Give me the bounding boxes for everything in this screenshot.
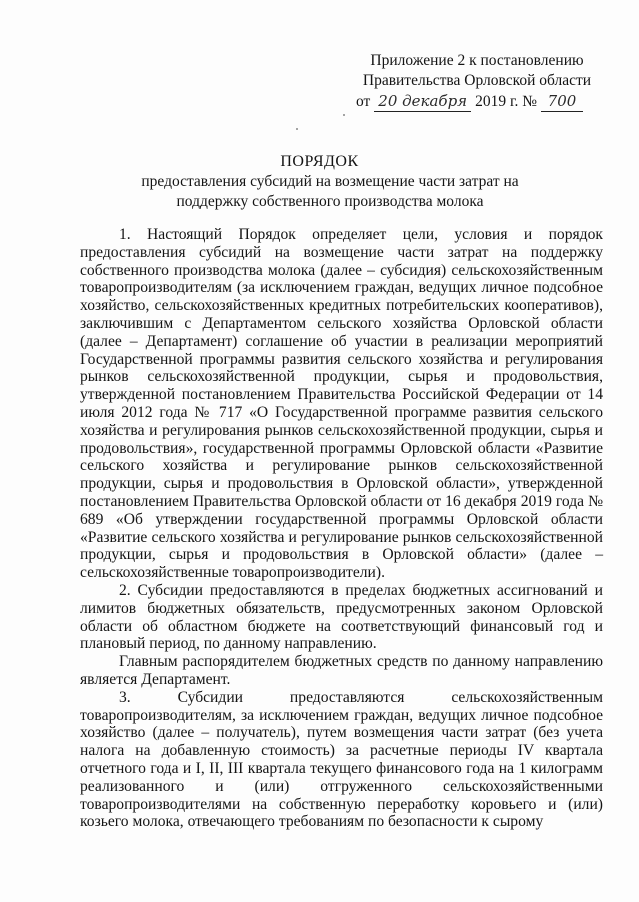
annex-line-1: Приложение 2 к постановлению xyxy=(370,52,584,69)
document-body xyxy=(80,226,603,831)
annex-header xyxy=(352,51,602,112)
annex-year: 2019 г. № xyxy=(475,93,538,110)
paragraph-2: 2. Субсидии предоставляются в пределах бюджетных ассигнований и лимитов бюджетных обязательств, предусмотренных законом Орловской области об областном бюджете на соответствующий финансовый год и плановый период, по данному направлению. xyxy=(80,581,603,653)
handwritten-date: 20 декабря xyxy=(374,91,471,112)
document-title: ПОРЯДОК xyxy=(280,153,359,170)
paragraph-3: 3. Субсидии предоставляются сельскохозяйственным товаропроизводителям, за исключением граждан, ведущих личное подсобное хозяйство (далее – получатель), путем возмещения части затрат (без учета налога на добавленную стоимость) за расчетные периоды IV квартала отчетного года и I, II, III квартала текущего финансового года на 1 килограмм реализованного и (или) отгруженного сельскохозяйственными товаропроизводителями на собственную переработку коровьего и (или) козьего молока, отвечающего требованиям по безопасности к сырому xyxy=(80,688,603,831)
annex-line-3 xyxy=(352,91,602,112)
paragraph-2-continuation: Главным распорядителем бюджетных средств по данному направлению является Департамент. xyxy=(80,653,603,688)
scan-speck xyxy=(296,128,298,130)
paragraph-1: 1. Настоящий Порядок определяет цели, условия и порядок предоставления субсидий на возмещение части затрат на поддержку собственного производства молока (далее – субсидия) сельскохозяйственным товаропроизводителям (за исключением граждан, ведущих личное подсобное хозяйство, сельскохозяйственных кредитных потребительских кооперативов), заключившим с Департаментом сельского хозяйства Орловской области (далее – Департамент) соглашение об участии в реализации мероприятий Государственной программы развития сельского хозяйства и регулирования рынков сельскохозяйственной продукции, сырья и продовольствия, утвержденной постановлением Правительства Российской Федерации от 14 июля 2012 года № 717 «О Государственной программе развития сельского хозяйства и регулирования рынков сельскохозяйственной продукции, сырья и продовольствия», государственной программы Орловской области «Развитие сельского хозяйства и регулирование рынков сельскохозяйственной продукции, сырья и продовольствия в Орловской области», утвержденной постановлением Правительства Орловской области от 16 декабря 2019 года № 689 «Об утверждении государственной программы Орловской области «Развитие сельского хозяйства и регулирование рынков сельскохозяйственной продукции, сырья и продовольствия в Орловской области» (далее – сельскохозяйственные товаропроизводители). xyxy=(80,226,603,582)
annex-line-2: Правительства Орловской области xyxy=(362,72,592,89)
handwritten-number: 700 xyxy=(541,91,583,112)
document-subtitle: предоставления субсидий на возмещение части затрат на поддержку собственного производства молока xyxy=(141,173,519,210)
annex-date-prefix: от xyxy=(356,93,371,110)
scan-speck xyxy=(343,114,345,116)
